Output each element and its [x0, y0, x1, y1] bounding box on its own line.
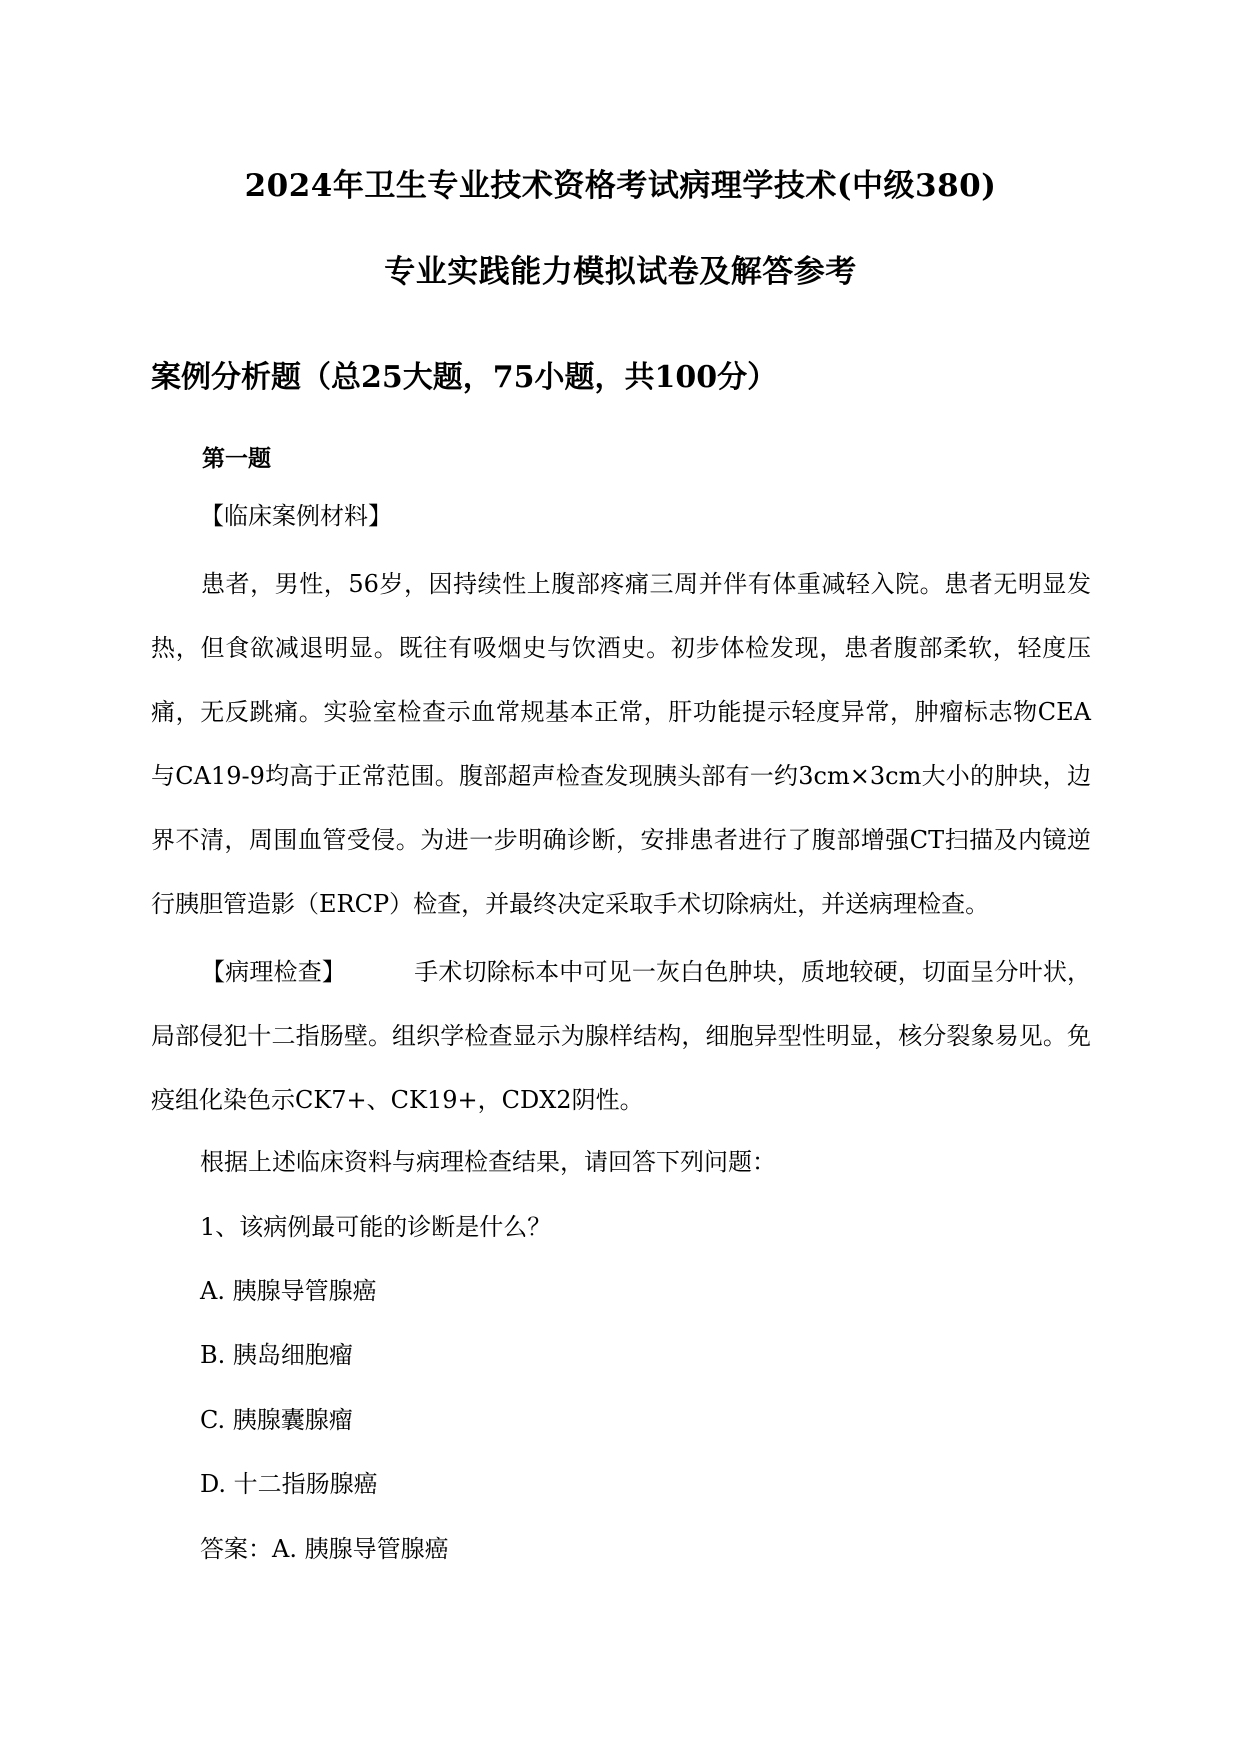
option-a: A. 胰腺导管腺癌	[200, 1277, 377, 1305]
clinical-label: 【临床案例材料】	[200, 502, 392, 530]
question-heading: 第一题	[202, 445, 271, 472]
clinical-paragraph	[151, 552, 1091, 936]
clinical-text: 患者，男性，56岁，因持续性上腹部疼痛三周并伴有体重减轻入院。患者无明显发热，但食欲减退明显。既往有吸烟史与饮酒史。初步体检发现，患者腹部柔软，轻度压痛，无反跳痛。实验室检查示血常规基本正常，肝功能提示轻度异常，肿瘤标志物CEA与CA19-9均高于正常范围。腹部超声检查发现胰头部有一约3cm×3cm大小的肿块，边界不清，周围血管受侵。为进一步明确诊断，安排患者进行了腹部增强CT扫描及内镜逆行胰胆管造影（ERCP）检查，并最终决定采取手术切除病灶，并送病理检查。	[151, 570, 1091, 918]
pathology-text: 手术切除标本中可见一灰白色肿块，质地较硬，切面呈分叶状，局部侵犯十二指肠壁。组织学检查显示为腺样结构，细胞异型性明显，核分裂象易见。免疫组化染色示CK7+、CK19+，CDX2阴性。	[151, 958, 1092, 1114]
pathology-label: 【病理检查】	[201, 958, 347, 986]
pathology-block	[151, 940, 1091, 1132]
question-1: 1、该病例最可能的诊断是什么？	[200, 1213, 552, 1241]
option-b: B. 胰岛细胞瘤	[200, 1341, 353, 1369]
option-c: C. 胰腺囊腺瘤	[200, 1406, 353, 1434]
document-title-line2: 专业实践能力模拟试卷及解答参考	[384, 254, 857, 290]
document-title-line1: 2024年卫生专业技术资格考试病理学技术(中级380)	[244, 168, 997, 204]
question-prompt: 根据上述临床资料与病理检查结果，请回答下列问题：	[200, 1148, 776, 1176]
section-heading: 案例分析题（总25大题，75小题，共100分）	[151, 360, 778, 395]
option-d: D. 十二指肠腺癌	[200, 1470, 378, 1498]
pathology-paragraph	[151, 940, 1091, 1132]
answer-line: 答案：A. 胰腺导管腺癌	[200, 1535, 449, 1563]
